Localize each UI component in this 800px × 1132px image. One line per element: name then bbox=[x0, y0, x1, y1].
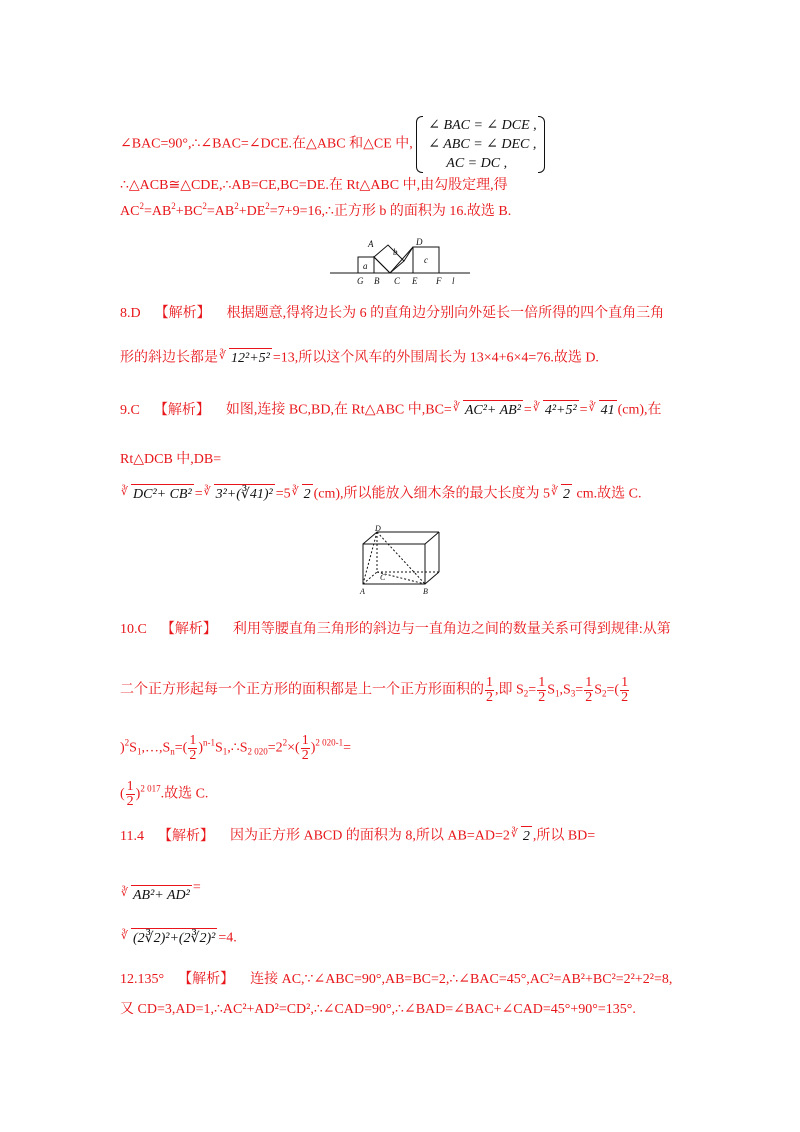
s11-line2 bbox=[120, 878, 201, 906]
frac-num: 1 bbox=[126, 779, 134, 794]
s7-sup: 2 bbox=[234, 201, 239, 211]
s7-term: AC bbox=[120, 204, 140, 219]
s7-line1 bbox=[120, 116, 545, 173]
fraction-half bbox=[126, 780, 135, 809]
s10-text: ) bbox=[310, 740, 316, 756]
s7-term: =AB bbox=[206, 204, 235, 219]
s8-line1 bbox=[120, 304, 664, 324]
sqrt-expr bbox=[121, 484, 194, 505]
sqrt-content: 2 bbox=[302, 484, 313, 505]
sqrt-content: 12²+5² bbox=[229, 348, 272, 369]
squares-figure bbox=[330, 235, 470, 287]
s8-text: 根据题意,得将边长为 6 的直角边分别向外延长一倍所得的四个直角三角 bbox=[226, 306, 665, 321]
s10-sub: n bbox=[170, 746, 175, 757]
s11-text: 因为正方形 ABCD 的面积为 8,所以 AB=AD=2 bbox=[229, 828, 510, 844]
fig1-label-c: c bbox=[424, 255, 428, 265]
s11-text: = bbox=[192, 880, 201, 895]
s7-sup: 2 bbox=[202, 201, 207, 211]
s9-text: = bbox=[579, 402, 588, 418]
s12-line1 bbox=[120, 970, 672, 990]
s10-text: = bbox=[575, 682, 584, 698]
s10-text: ) bbox=[135, 786, 141, 802]
frac-den: 2 bbox=[301, 748, 309, 763]
fraction-half bbox=[584, 676, 593, 705]
s7-line2: ∴△ACB≅△CDE,∴AB=CE,BC=DE.在 Rt△ABC 中,由勾股定理,得 bbox=[120, 178, 508, 193]
sqrt-content: (2∛2)²+(2∛2)² bbox=[131, 928, 217, 949]
s7-text: ∠BAC=90°,∴∠BAC=∠DCE.在△ABC 和△CE 中, bbox=[120, 136, 413, 152]
s10-line2: 二个正方形起每一个正方形的面积都是上一个正方形面积的 $\frac{1}{2}$ ,即 $S_2=$ $\frac{1}{2}$ $S_1,S_3=$ $\frac{1}{2}$ $S_2=$( $\frac{1}{2}$ bbox=[120, 675, 629, 705]
sqrt-expr bbox=[589, 400, 617, 421]
sqrt-content: 2 bbox=[521, 826, 532, 847]
fig2-label-B: B bbox=[423, 587, 428, 596]
s9-text: (cm),所以能放入细木条的最大长度为 5 bbox=[313, 486, 551, 502]
s7-sup: 2 bbox=[265, 201, 270, 211]
s9-text: =5 bbox=[275, 486, 291, 502]
fraction-half bbox=[301, 734, 310, 763]
s7-term: +BC bbox=[175, 204, 203, 219]
s10-text: = bbox=[528, 682, 537, 698]
s7-term: =7+9=16,∴正方形 b 的面积为 16.故选 B. bbox=[269, 204, 512, 219]
frac-num: 1 bbox=[585, 675, 593, 690]
fig1-label-b: b bbox=[393, 247, 398, 257]
s10-text: ,…,S bbox=[141, 740, 171, 756]
fig1-label-A: A bbox=[368, 239, 374, 249]
sqrt-expr bbox=[533, 400, 579, 421]
fig1-label-G: G bbox=[357, 276, 364, 286]
s10-sub: 2 bbox=[523, 688, 529, 699]
s8-text: 形的斜边长都是 bbox=[120, 350, 218, 366]
sqrt-content: AB²+ AD² bbox=[131, 885, 192, 906]
fig2-label-A: A bbox=[360, 587, 365, 596]
sqrt-content: 4²+5² bbox=[543, 400, 579, 421]
sqrt-expr bbox=[511, 826, 532, 847]
fig2-label-C: C bbox=[380, 573, 386, 582]
frac-num: 1 bbox=[301, 733, 309, 748]
s9-text: = bbox=[194, 486, 203, 502]
s11-text: ,所以 BD= bbox=[532, 828, 596, 844]
s10-sup: 2 bbox=[124, 737, 130, 748]
fig1-label-E: E bbox=[412, 276, 418, 286]
s10-text: S bbox=[594, 682, 602, 698]
s9-text: cm.故选 C. bbox=[573, 486, 642, 502]
s7-equation-system bbox=[416, 116, 544, 173]
sqrt-expr bbox=[292, 484, 313, 505]
s10-text: 利用等腰直角三角形的斜边与一直角边之间的数量关系可得到规律:从第 bbox=[232, 622, 671, 637]
fraction-half bbox=[620, 676, 629, 705]
frac-den: 2 bbox=[538, 690, 546, 705]
fig1-label-a: a bbox=[363, 261, 368, 271]
s10-text: ,S bbox=[559, 682, 571, 698]
s11-tag: 【解析】 bbox=[157, 828, 214, 844]
s11-line3 bbox=[120, 928, 237, 949]
s12-tag: 【解析】 bbox=[178, 972, 235, 987]
s7-system-row: ∠ BAC = ∠ DCE , bbox=[428, 118, 537, 133]
s8-tag: 【解析】 bbox=[154, 306, 211, 321]
s10-text: ×( bbox=[287, 740, 300, 756]
s7-term: =AB bbox=[143, 204, 172, 219]
frac-den: 2 bbox=[621, 690, 629, 705]
s9-text: = bbox=[523, 402, 532, 418]
s10-sub: 2 bbox=[602, 688, 607, 699]
frac-num: 1 bbox=[538, 675, 546, 690]
s9-tag: 【解析】 bbox=[153, 402, 210, 418]
s7-sup: 2 bbox=[139, 201, 144, 211]
frac-den: 2 bbox=[126, 794, 134, 809]
s7-line3 bbox=[120, 202, 511, 222]
s12-label: 12.135° bbox=[120, 972, 165, 987]
sqrt-content: 3²+(∛41)² bbox=[214, 484, 275, 505]
s10-text: =( bbox=[606, 682, 620, 698]
fig1-label-C: C bbox=[394, 276, 401, 286]
s10-text: S bbox=[215, 740, 223, 756]
s11-line1 bbox=[120, 826, 595, 847]
s10-text: S bbox=[547, 682, 555, 698]
sqrt-expr bbox=[204, 484, 275, 505]
s11-text: =4. bbox=[218, 930, 237, 946]
cuboid-figure bbox=[355, 524, 445, 596]
sqrt-expr bbox=[453, 400, 523, 421]
s10-text: =2 bbox=[267, 740, 283, 756]
s10-sup: 2 017 bbox=[140, 783, 161, 794]
s10-line4 bbox=[120, 780, 208, 809]
s12-text: 连接 AC,∵∠ABC=90°,AB=BC=2,∴∠BAC=45°,AC²=AB²+BC²=2²+2²=8, bbox=[250, 972, 673, 987]
s12-line2: 又 CD=3,AD=1,∴AC²+AD²=CD²,∴∠CAD=90°,∴∠BAD=∠BAC+∠CAD=45°+90°=135°. bbox=[120, 1002, 636, 1017]
s10-line1 bbox=[120, 620, 671, 640]
s9-text: (cm),在 bbox=[617, 402, 662, 418]
sqrt-content: AC²+ AB² bbox=[463, 400, 523, 421]
s10-sub: 3 bbox=[570, 688, 576, 699]
fraction-half bbox=[485, 676, 494, 705]
s7-sup: 2 bbox=[171, 201, 176, 211]
s10-sub: 2 020 bbox=[247, 746, 268, 757]
fig1-label-F: F bbox=[436, 276, 442, 286]
s10-text: ) bbox=[198, 740, 203, 756]
s8-text: =13,所以这个风车的外围周长为 13×4+6×4=76.故选 D. bbox=[272, 350, 599, 366]
fraction-half bbox=[188, 734, 197, 763]
sqrt-content: 2 bbox=[561, 484, 572, 505]
s10-text: S bbox=[129, 740, 137, 756]
s10-text: =( bbox=[174, 740, 188, 756]
s10-text: 二个正方形起每一个正方形的面积都是上一个正方形面积的 bbox=[120, 682, 484, 698]
sqrt-expr bbox=[121, 928, 217, 949]
s8-line2 bbox=[120, 348, 599, 369]
s7-term: +DE bbox=[238, 204, 266, 219]
s10-sup: 2 020-1 bbox=[315, 737, 344, 748]
s9-text: 如图,连接 BC,BD,在 Rt△ABC 中,BC= bbox=[225, 402, 452, 418]
s11-label: 11.4 bbox=[120, 828, 144, 844]
s10-line3: )$^2S_1,\dots,S_n=$( $\frac{1}{2}$ )$^{n-1}S_1,\therefore S_{2 020}=2^2\times$( $\frac{1}{2}$ )$^{2 020-1}$= bbox=[120, 733, 352, 763]
s9-label: 9.C bbox=[120, 402, 140, 418]
s9-line2: Rt△DCB 中,DB= bbox=[120, 452, 222, 467]
s10-text: ( bbox=[120, 786, 125, 802]
s9-line1 bbox=[120, 400, 662, 421]
sqrt-expr bbox=[121, 885, 192, 906]
sqrt-expr bbox=[219, 348, 272, 369]
s10-text: ,即 S bbox=[495, 682, 524, 698]
frac-num: 1 bbox=[486, 675, 493, 690]
fig1-label-B: B bbox=[374, 276, 380, 286]
fig1-label-D: D bbox=[416, 237, 423, 247]
frac-den: 2 bbox=[189, 748, 197, 763]
s10-text: ,∴S bbox=[227, 740, 248, 756]
s10-sup: 2 bbox=[282, 737, 288, 748]
s10-tag: 【解析】 bbox=[160, 622, 217, 637]
frac-den: 2 bbox=[486, 690, 493, 705]
s9-line3 bbox=[120, 484, 641, 505]
frac-num: 1 bbox=[621, 675, 629, 690]
s8-label: 8.D bbox=[120, 306, 141, 321]
s10-sup: n-1 bbox=[203, 737, 215, 748]
frac-num: 1 bbox=[189, 733, 197, 748]
fig2-label-D: D bbox=[375, 524, 381, 533]
s10-text: .故选 C. bbox=[160, 786, 209, 802]
s10-label: 10.C bbox=[120, 622, 147, 637]
sqrt-content: DC²+ CB² bbox=[131, 484, 194, 505]
s10-text: = bbox=[343, 740, 352, 756]
fraction-half bbox=[537, 676, 546, 705]
frac-den: 2 bbox=[585, 690, 593, 705]
s7-system-row: AC = DC , bbox=[446, 156, 508, 171]
sqrt-content: 41 bbox=[599, 400, 617, 421]
s10-text: ) bbox=[120, 740, 125, 756]
sqrt-expr bbox=[551, 484, 572, 505]
s7-system-row: ∠ ABC = ∠ DEC , bbox=[428, 137, 537, 152]
fig1-label-l: l bbox=[452, 276, 455, 286]
